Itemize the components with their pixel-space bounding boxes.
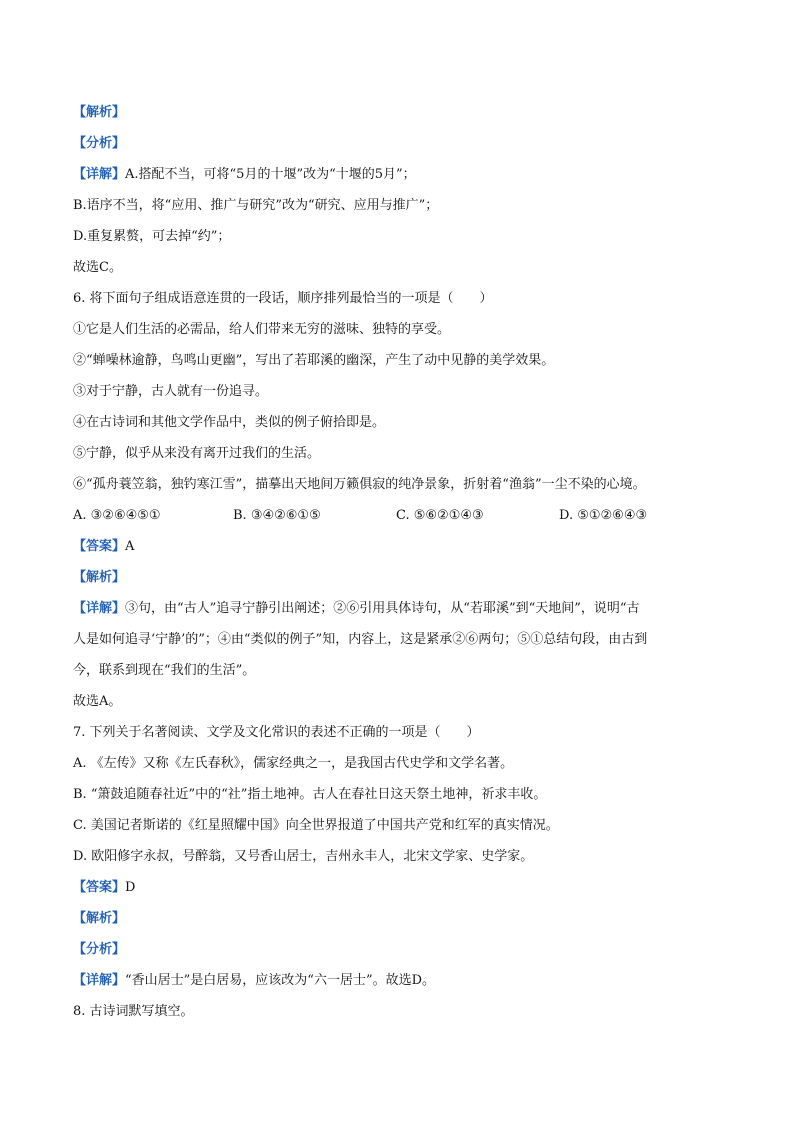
- q7-option-a: A. 《左传》又称《左氏春秋》，儒家经典之一，是我国古代史学和文学名著。: [73, 756, 514, 771]
- q6-sentence-1: ①它是人们生活的必需品，给人们带来无穷的滋味、独特的享受。: [73, 322, 451, 337]
- q6-option-a: A. ③②⑥④⑤①: [73, 508, 161, 523]
- q6-sentence-6: ⑥“孤舟蓑笠翁，独钓寒江雪”，描摹出天地间万籁俱寂的纯净景象，折射着“渔翁”一尘不染的心境。: [73, 477, 646, 492]
- q6-stem: 6. 将下面句子组成语意连贯的一段话，顺序排列最恰当的一项是（ ）: [73, 291, 493, 306]
- q7-stem: 7. 下列关于名著阅读、文学及文化常识的表述不正确的一项是（ ）: [73, 725, 480, 740]
- detail-tag: 【详解】: [73, 601, 126, 616]
- q6-analysis-tag: 【解析】: [73, 570, 126, 585]
- q6-detail-line-1: [73, 600, 732, 618]
- q6-sentence-3: ③对于宁静，古人就有一份追寻。: [73, 384, 269, 399]
- q5-choose: 故选C。: [73, 260, 122, 275]
- q6-detail-line-3: 今，联系到现在“我们的生活”。: [73, 663, 256, 678]
- q7-analysis-tag: 【解析】: [73, 911, 126, 926]
- q7-answer: D: [125, 880, 136, 895]
- q7-breakdown-tag: 【分析】: [73, 942, 126, 957]
- q7-detail-text: “香山居士”是白居易，应该改为“六一居士”。故选D。: [125, 973, 436, 988]
- q7-option-d: D. 欧阳修字永叔，号醉翁，又号香山居士，吉州永丰人，北宋文学家、史学家。: [73, 849, 534, 864]
- q8-stem: 8. 古诗词默写填空。: [73, 1004, 194, 1019]
- answer-tag: 【答案】: [73, 539, 126, 554]
- analysis-tag: 【解析】: [73, 105, 126, 120]
- q6-detail-text-1: ③句，由“古人”追寻宁静引出阐述；②⑥引用具体诗句，从“若耶溪”到“天地间”，说明“古: [125, 601, 640, 616]
- q6-detail-line-2: 人是如何追寻‘宁静’的”；④由“类似的例子”知，内容上，这是紧承②⑥两句；⑤①总结句段，由古到: [73, 632, 648, 647]
- q5-detail-text: A.搭配不当，可将“5月的十堰”改为“十堰的5月”；: [125, 167, 416, 182]
- q6-sentence-4: ④在古诗词和其他文学作品中，类似的例子俯拾即是。: [73, 415, 386, 430]
- q6-sentence-5: ⑤宁静，似乎从来没有离开过我们的生活。: [73, 446, 321, 461]
- answer-tag: 【答案】: [73, 880, 126, 895]
- q7-answer-line: [73, 879, 732, 897]
- q6-sentence-2: ②“蝉噪林逾静，鸟鸣山更幽”，写出了若耶溪的幽深，产生了动中见静的美学效果。: [73, 353, 555, 368]
- breakdown-tag: 【分析】: [73, 136, 126, 151]
- detail-tag: 【详解】: [73, 167, 126, 182]
- q5-line-b: B.语序不当，将“应用、推广与研究”改为“研究、应用与推广”；: [73, 198, 439, 213]
- detail-tag: 【详解】: [73, 973, 126, 988]
- q7-option-b: B. “箫鼓追随春社近”中的“社”指土地神。古人在春社日这天祭土地神，祈求丰收。: [73, 787, 547, 802]
- q6-choose: 故选A。: [73, 694, 122, 709]
- q6-option-b: B. ③④②⑥①⑤: [233, 508, 321, 523]
- q5-detail-line: [73, 166, 732, 184]
- q6-option-d: D. ⑤①②⑥④③: [559, 508, 648, 523]
- q6-answer-line: [73, 538, 732, 556]
- q7-detail-line: [73, 972, 732, 990]
- q7-option-c: C. 美国记者斯诺的《红星照耀中国》向全世界报道了中国共产党和红军的真实情况。: [73, 818, 559, 833]
- q5-line-d: D.重复累赘，可去掉“约”；: [73, 229, 231, 244]
- q6-answer: A: [125, 539, 135, 554]
- q6-option-c: C. ⑤⑥②①④③: [396, 508, 484, 523]
- q6-options: [73, 507, 732, 525]
